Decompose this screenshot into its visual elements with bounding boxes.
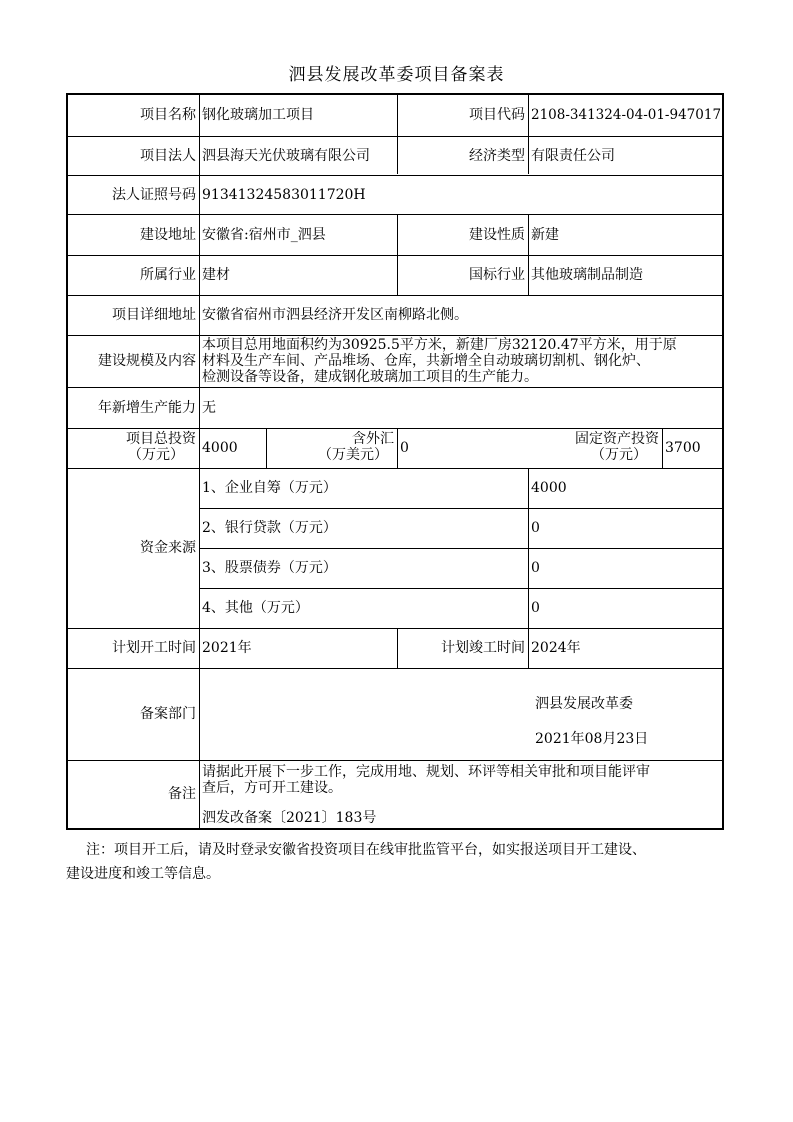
forex-value: 0 [400, 440, 409, 456]
scale-line-3: 检测设备等设备，建成钢化玻璃加工项目的生产能力。 [202, 369, 538, 385]
remark-line-1: 请据此开展下一步工作，完成用地、规划、环评等相关审批和项目能评审 [202, 764, 650, 780]
industry-value: 建材 [202, 267, 230, 283]
start-time-value: 2021年 [202, 640, 252, 656]
license-no-value: 91341324583011720H [202, 186, 366, 203]
form-title: 泗县发展改革委项目备案表 [288, 65, 505, 85]
project-name-label: 项目名称 [140, 107, 196, 123]
footnote [66, 838, 738, 886]
forex-label-line1: 含外汇 [352, 431, 394, 447]
record-dept-label: 备案部门 [140, 706, 196, 722]
national-industry-label: 国标行业 [469, 267, 525, 283]
start-time-label: 计划开工时间 [112, 640, 196, 656]
project-name-value: 钢化玻璃加工项目 [202, 107, 314, 123]
end-time-value: 2024年 [531, 640, 581, 656]
fixed-investment-label [529, 431, 662, 467]
remark-text [200, 764, 722, 800]
funding-item-value: 4000 [531, 480, 567, 496]
record-doc-number: 泗发改备案〔2021〕183号 [202, 810, 377, 826]
scale-line-1: 本项目总用地面积约为30925.5平方米，新建厂房32120.47平方米，用于原 [202, 337, 677, 353]
remark-label: 备注 [168, 786, 196, 802]
funding-item-name: 1、企业自筹（万元） [202, 480, 337, 496]
funding-label: 资金来源 [140, 540, 196, 556]
record-dept-org: 泗县发展改革委 [535, 696, 633, 712]
project-code-value: 2108-341324-04-01-947017 [531, 107, 722, 123]
capacity-label: 年新增生产能力 [98, 399, 196, 416]
total-investment-value: 4000 [202, 440, 238, 456]
end-time-label: 计划竣工时间 [441, 640, 525, 656]
build-location-value: 安徽省:宿州市_泗县 [202, 226, 326, 243]
legal-person-value: 泗县海天光伏玻璃有限公司 [202, 147, 370, 164]
remark-line-2: 查后，方可开工建设。 [202, 780, 342, 796]
funding-item-value: 0 [531, 600, 540, 616]
forex-label-line2: （万美元） [318, 447, 388, 463]
capacity-value: 无 [202, 399, 216, 416]
funding-item-value: 0 [531, 520, 540, 536]
funding-item-name: 4、其他（万元） [202, 600, 309, 616]
project-code-label: 项目代码 [469, 107, 525, 123]
fixed-investment-label-line2: （万元） [591, 447, 647, 463]
funding-item-value: 0 [531, 560, 540, 576]
footnote-line-2: 建设进度和竣工等信息。 [66, 866, 220, 882]
total-investment-label-line1: 项目总投资 [126, 431, 196, 447]
scale-label: 建设规模及内容 [98, 353, 196, 369]
fixed-investment-value: 3700 [665, 440, 701, 456]
legal-person-label: 项目法人 [140, 147, 196, 164]
funding-item-name: 2、银行贷款（万元） [202, 520, 337, 536]
total-investment-label [68, 431, 199, 467]
detail-address-label: 项目详细地址 [112, 307, 196, 323]
economy-type-label: 经济类型 [469, 147, 525, 164]
funding-item-name: 3、股票债券（万元） [202, 560, 337, 576]
build-location-label: 建设地址 [140, 226, 196, 243]
industry-label: 所属行业 [140, 267, 196, 283]
national-industry-value: 其他玻璃制品制造 [531, 267, 643, 283]
total-investment-label-line2: （万元） [128, 447, 184, 463]
build-nature-label: 建设性质 [469, 226, 525, 243]
detail-address-value: 安徽省宿州市泗县经济开发区南柳路北侧。 [202, 307, 468, 323]
fixed-investment-label-line1: 固定资产投资 [575, 431, 659, 447]
license-no-label: 法人证照号码 [112, 186, 196, 203]
footnote-line-1: 注：项目开工后，请及时登录安徽省投资项目在线审批监管平台，如实报送项目开工建设、 [86, 842, 646, 858]
forex-label [267, 431, 397, 467]
scale-value [200, 336, 722, 387]
scale-line-2: 材料及生产车间、产品堆场、仓库，共新增全自动玻璃切割机、钢化炉、 [202, 353, 650, 369]
record-date: 2021年08月23日 [535, 731, 649, 747]
economy-type-value: 有限责任公司 [531, 147, 615, 164]
build-nature-value: 新建 [531, 226, 559, 243]
